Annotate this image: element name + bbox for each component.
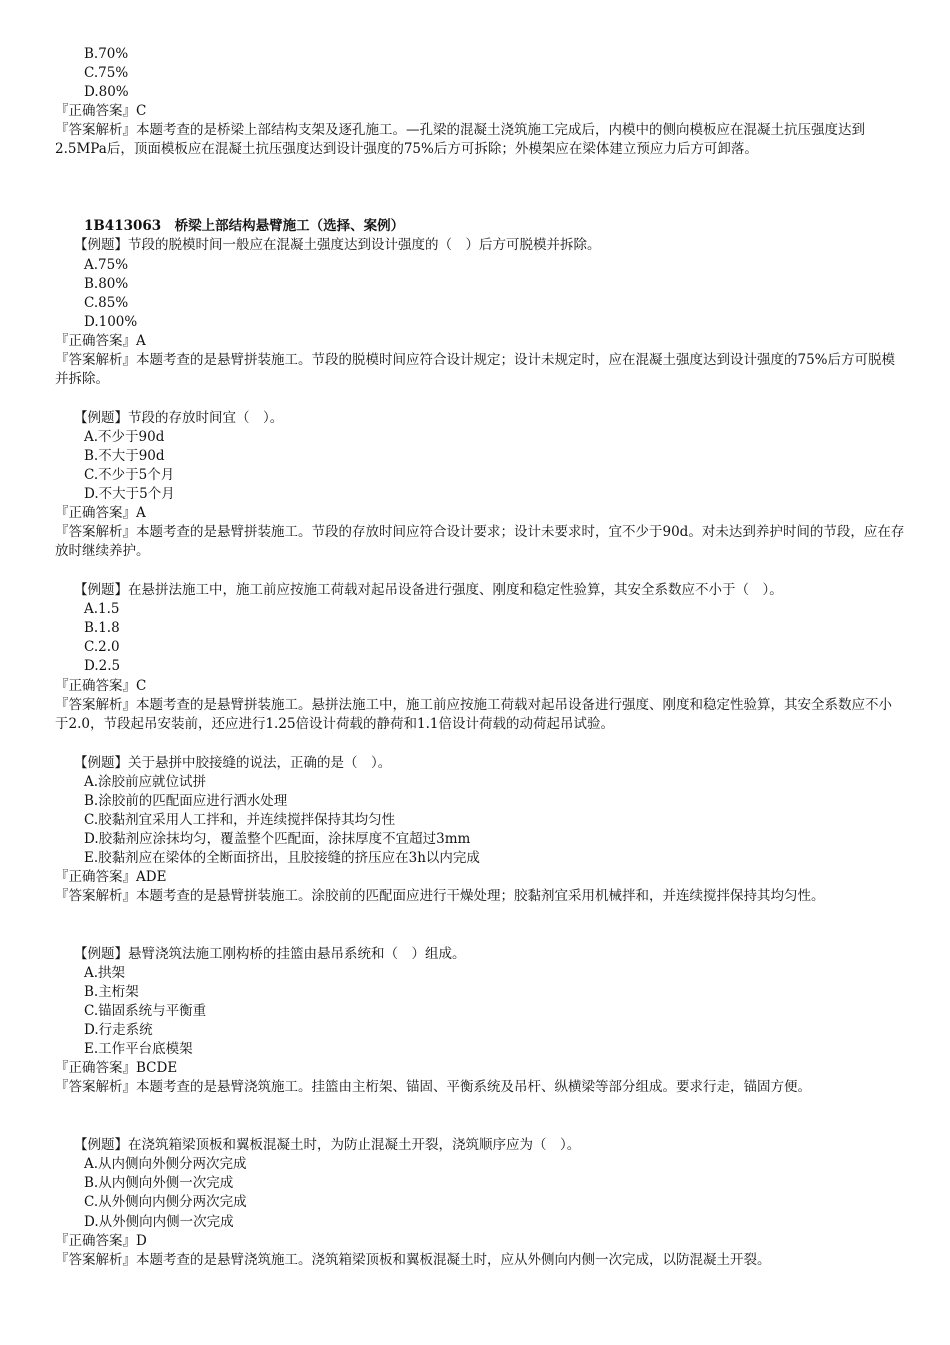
option: C.85% bbox=[84, 295, 129, 311]
option: A.75% bbox=[84, 257, 129, 273]
option: B.1.8 bbox=[84, 620, 120, 636]
answer-explanation: 『答案解析』本题考查的是悬臂拼装施工。节段的存放时间应符合设计要求；设计未要求时，宜不少于90d。对未达到养护时间的节段，应在存放时继续养护。 bbox=[55, 524, 905, 559]
option: A.1.5 bbox=[84, 601, 120, 617]
option: E.胶黏剂应在梁体的全断面挤出，且胶接缝的挤压应在3h以内完成 bbox=[84, 850, 480, 866]
question-stem: 【例题】节段的脱模时间一般应在混凝土强度达到设计强度的（ ）后方可脱模并拆除。 bbox=[74, 237, 601, 253]
option: B.从内侧向外侧一次完成 bbox=[84, 1175, 234, 1191]
option: C.2.0 bbox=[84, 639, 120, 655]
answer-explanation: 『答案解析』本题考查的是悬臂拼装施工。涂胶前的匹配面应进行干燥处理；胶黏剂宜采用机械拌和，并连续搅拌保持其均匀性。 bbox=[55, 888, 825, 904]
question-stem: 【例题】在浇筑箱梁顶板和翼板混凝土时，为防止混凝土开裂，浇筑顺序应为（ ）。 bbox=[74, 1137, 581, 1153]
question-stem: 【例题】在悬拼法施工中，施工前应按施工荷载对起吊设备进行强度、刚度和稳定性验算，其安全系数应不小于（ ）。 bbox=[74, 582, 783, 598]
option: B.主桁架 bbox=[84, 984, 139, 1000]
option: C.锚固系统与平衡重 bbox=[84, 1003, 207, 1019]
answer-explanation: 『答案解析』本题考查的是悬臂拼装施工。节段的脱模时间应符合设计规定；设计未规定时，应在混凝土强度达到设计强度的75%后方可脱模并拆除。 bbox=[55, 352, 896, 387]
correct-answer: 『正确答案』BCDE bbox=[55, 1060, 178, 1076]
option: D.100% bbox=[84, 314, 138, 330]
correct-answer: 『正确答案』C bbox=[55, 678, 147, 694]
option: E.工作平台底模架 bbox=[84, 1041, 193, 1057]
correct-answer: 『正确答案』A bbox=[55, 333, 146, 349]
correct-answer: 『正确答案』C bbox=[55, 103, 147, 119]
option: C.胶黏剂宜采用人工拌和，并连续搅拌保持其均匀性 bbox=[84, 812, 396, 828]
correct-answer: 『正确答案』A bbox=[55, 505, 146, 521]
question-stem: 【例题】悬臂浇筑法施工刚构桥的挂篮由悬吊系统和（ ）组成。 bbox=[74, 946, 466, 962]
option: C.不少于5个月 bbox=[84, 467, 175, 483]
option: C.75% bbox=[84, 65, 129, 81]
option: D.从外侧向内侧一次完成 bbox=[84, 1214, 234, 1230]
question-stem: 【例题】节段的存放时间宜（ ）。 bbox=[74, 410, 284, 426]
answer-explanation: 『答案解析』本题考查的是悬臂浇筑施工。浇筑箱梁顶板和翼板混凝土时，应从外侧向内侧一次完成，以防混凝土开裂。 bbox=[55, 1252, 771, 1268]
option: D.胶黏剂应涂抹均匀，覆盖整个匹配面，涂抹厚度不宜超过3mm bbox=[84, 831, 471, 847]
option: A.涂胶前应就位试拼 bbox=[84, 774, 207, 790]
option: B.不大于90d bbox=[84, 448, 165, 464]
answer-explanation: 『答案解析』本题考查的是悬臂浇筑施工。挂篮由主桁架、锚固、平衡系统及吊杆、纵横梁等部分组成。要求行走，锚固方便。 bbox=[55, 1079, 811, 1095]
correct-answer: 『正确答案』D bbox=[55, 1233, 147, 1249]
answer-explanation: 『答案解析』本题考查的是悬臂拼装施工。悬拼法施工中，施工前应按施工荷载对起吊设备进行强度、刚度和稳定性验算，其安全系数应不小于2.0，节段起吊安装前，还应进行1.25倍设计荷载的静荷和1.1倍设计荷载的动荷起吊试验。 bbox=[55, 697, 892, 732]
option: D.行走系统 bbox=[84, 1022, 153, 1038]
option: B.涂胶前的匹配面应进行洒水处理 bbox=[84, 793, 288, 809]
option: D.80% bbox=[84, 84, 129, 100]
option: D.不大于5个月 bbox=[84, 486, 175, 502]
option: D.2.5 bbox=[84, 658, 121, 674]
answer-explanation: 『答案解析』本题考查的是桥梁上部结构支架及逐孔施工。—孔梁的混凝土浇筑施工完成后，内模中的侧向模板应在混凝土抗压强度达到2.5MPa后，顶面模板应在混凝土抗压强度达到设计强度的75%后方可拆除；外模架应在梁体建立预应力后方可卸落。 bbox=[55, 122, 865, 157]
option: C.从外侧向内侧分两次完成 bbox=[84, 1194, 247, 1210]
option: B.80% bbox=[84, 276, 129, 292]
option: A.不少于90d bbox=[84, 429, 165, 445]
section-title: 1B413063 桥梁上部结构悬臂施工（选择、案例） bbox=[84, 218, 405, 234]
option: B.70% bbox=[84, 46, 129, 62]
option: A.从内侧向外侧分两次完成 bbox=[84, 1156, 247, 1172]
correct-answer: 『正确答案』ADE bbox=[55, 869, 167, 885]
option: A.拱架 bbox=[84, 965, 126, 981]
question-stem: 【例题】关于悬拼中胶接缝的说法，正确的是（ ）。 bbox=[74, 755, 392, 771]
